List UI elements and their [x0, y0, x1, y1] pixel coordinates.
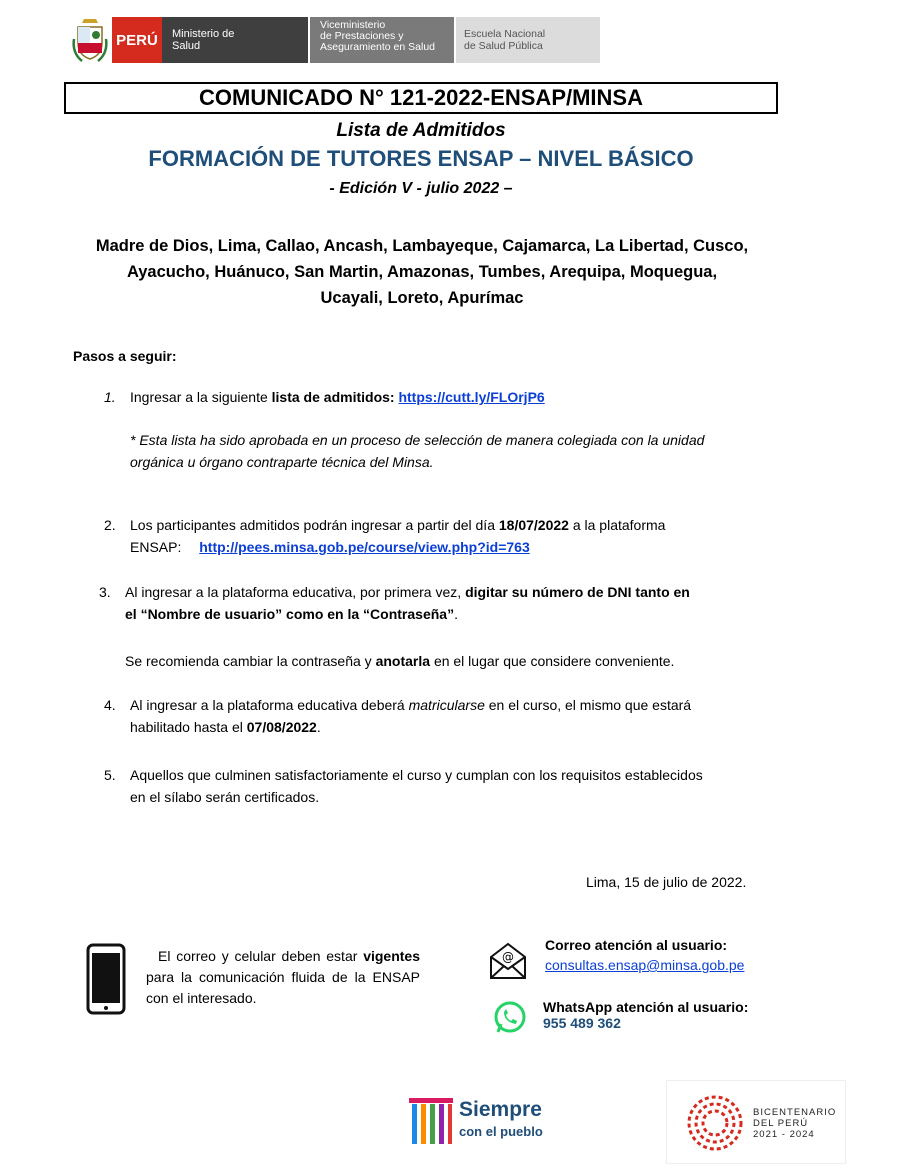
step-bold: lista de admitidos:	[271, 389, 395, 405]
contact-bold: vigentes	[363, 948, 421, 964]
step-1	[104, 386, 116, 408]
viceministerio-label	[310, 17, 454, 63]
step-line: Aquellos que culminen satisfactoriamente el curso y cumplan con los requisitos establecidos	[130, 767, 703, 783]
subtitle-lista: Lista de Admitidos	[336, 120, 506, 141]
escuela-label	[456, 17, 600, 63]
regions-list	[60, 233, 784, 311]
escuela-line: Escuela Nacional	[464, 28, 546, 40]
escuela-line: de Salud Pública	[464, 40, 543, 52]
bicentenario-text	[753, 1107, 836, 1140]
step-text: .	[454, 606, 458, 622]
whatsapp-number: 955 489 362	[543, 1015, 621, 1031]
step-1-note	[130, 429, 810, 473]
step-number: 5.	[104, 767, 116, 783]
vice-line: de Prestaciones y	[320, 30, 404, 42]
step-bold: digitar su número de DNI tanto en	[465, 584, 690, 600]
regions-line: Madre de Dios, Lima, Callao, Ancash, Lambayeque, Cajamarca, La Libertad, Cusco,	[95, 237, 749, 255]
step-text: ENSAP:	[130, 539, 182, 555]
subtitle-edicion: - Edición V - julio 2022 –	[329, 180, 513, 197]
pasos-label: Pasos a seguir:	[73, 348, 177, 364]
step-number: 2.	[104, 517, 116, 533]
step-text: Los participantes admitidos podrán ingresar a partir del día	[130, 517, 495, 533]
mobile-phone-icon	[86, 943, 126, 1015]
step-number: 3.	[99, 584, 111, 600]
siempre-text: Siempre	[459, 1098, 542, 1121]
email-envelope-icon	[488, 941, 528, 981]
step-text: a la plataforma	[572, 517, 666, 533]
step-1-text	[130, 386, 790, 408]
contact-note	[146, 946, 420, 1009]
bicen-line: BICENTENARIO	[753, 1107, 837, 1118]
ministerio-label	[162, 17, 308, 63]
contact-text: de la ENSAP con el interesado.	[146, 969, 421, 1006]
step-4-text	[130, 694, 790, 738]
bicen-line: 2021 - 2024	[753, 1129, 815, 1140]
peru-label: PERÚ	[112, 17, 162, 63]
ensap-platform-link[interactable]: http://pees.minsa.gob.pe/course/view.php?id=763	[199, 539, 530, 555]
bicentenario-sun-icon	[685, 1093, 745, 1153]
contact-text: El correo y celular deben estar	[158, 948, 358, 964]
step-date: 18/07/2022	[498, 517, 569, 533]
step-text: Se recomienda cambiar la contraseña y	[125, 653, 372, 669]
step-number: 1.	[104, 389, 116, 405]
note-line: orgánica u órgano contraparte técnica del Minsa.	[130, 454, 434, 470]
subtitle-formacion: FORMACIÓN DE TUTORES ENSAP – NIVEL BÁSICO	[148, 146, 694, 171]
vice-line: Aseguramiento en Salud	[320, 41, 435, 53]
step-text: en el lugar que considere conveniente.	[433, 653, 675, 669]
note-line: * Esta lista ha sido aprobada en un proceso de selección de manera colegiada con la unidad	[130, 432, 705, 448]
svg-text:@: @	[502, 950, 514, 964]
peru-coat-of-arms-icon	[72, 17, 108, 63]
step-text: en el curso, el mismo que estará	[488, 697, 692, 713]
step-3-text	[125, 581, 805, 625]
step-text: Ingresar a la siguiente	[130, 389, 268, 405]
step-italic: matricularse	[408, 697, 485, 713]
admitidos-link[interactable]: https://cutt.ly/FLOrjP6	[398, 389, 545, 405]
bicen-line: DEL PERÚ	[753, 1118, 809, 1129]
mail-title: Correo atención al usuario:	[545, 937, 728, 953]
step-2-text	[130, 514, 790, 558]
step-text: Al ingresar a la plataforma educativa deberá	[130, 697, 405, 713]
regions-line: Ayacucho, Huánuco, San Martin, Amazonas, Tumbes, Arequipa, Moquegua,	[126, 263, 718, 281]
siempre-con-el-pueblo-logo	[407, 1094, 557, 1150]
regions-line: Ucayali, Loreto, Apurímac	[320, 289, 524, 307]
comunicado-title: COMUNICADO N° 121-2022-ENSAP/MINSA	[64, 82, 778, 114]
con-el-pueblo-text: con el pueblo	[459, 1124, 543, 1139]
step-date: 07/08/2022	[246, 719, 317, 735]
bicentenario-logo	[666, 1080, 846, 1164]
email-link[interactable]: consultas.ensap@minsa.gob.pe	[545, 957, 745, 973]
whatsapp-icon	[492, 1000, 528, 1036]
step-number: 4.	[104, 697, 116, 713]
step-bold: el “Nombre de usuario” como en la “Contraseña”	[125, 606, 455, 622]
mail-contact	[545, 937, 744, 975]
whatsapp-title: WhatsApp atención al usuario:	[543, 999, 749, 1015]
siempre-logo-icon	[407, 1096, 455, 1146]
date-line: Lima, 15 de julio de 2022.	[586, 874, 747, 890]
whatsapp-contact	[543, 999, 748, 1031]
step-text: .	[316, 719, 321, 735]
step-text: habilitado hasta el	[130, 719, 243, 735]
step-5-text	[130, 764, 810, 808]
contact-text: para la comunicación fluida	[146, 969, 326, 985]
step-bold: anotarla	[375, 653, 431, 669]
step-3-recommend	[125, 650, 805, 672]
step-text: Al ingresar a la plataforma educativa, por primera vez,	[125, 584, 462, 600]
step-line: en el sílabo serán certificados.	[130, 789, 320, 805]
vice-line: Viceministerio	[320, 19, 386, 31]
ministerio-text: Ministerio de Salud	[172, 28, 235, 52]
